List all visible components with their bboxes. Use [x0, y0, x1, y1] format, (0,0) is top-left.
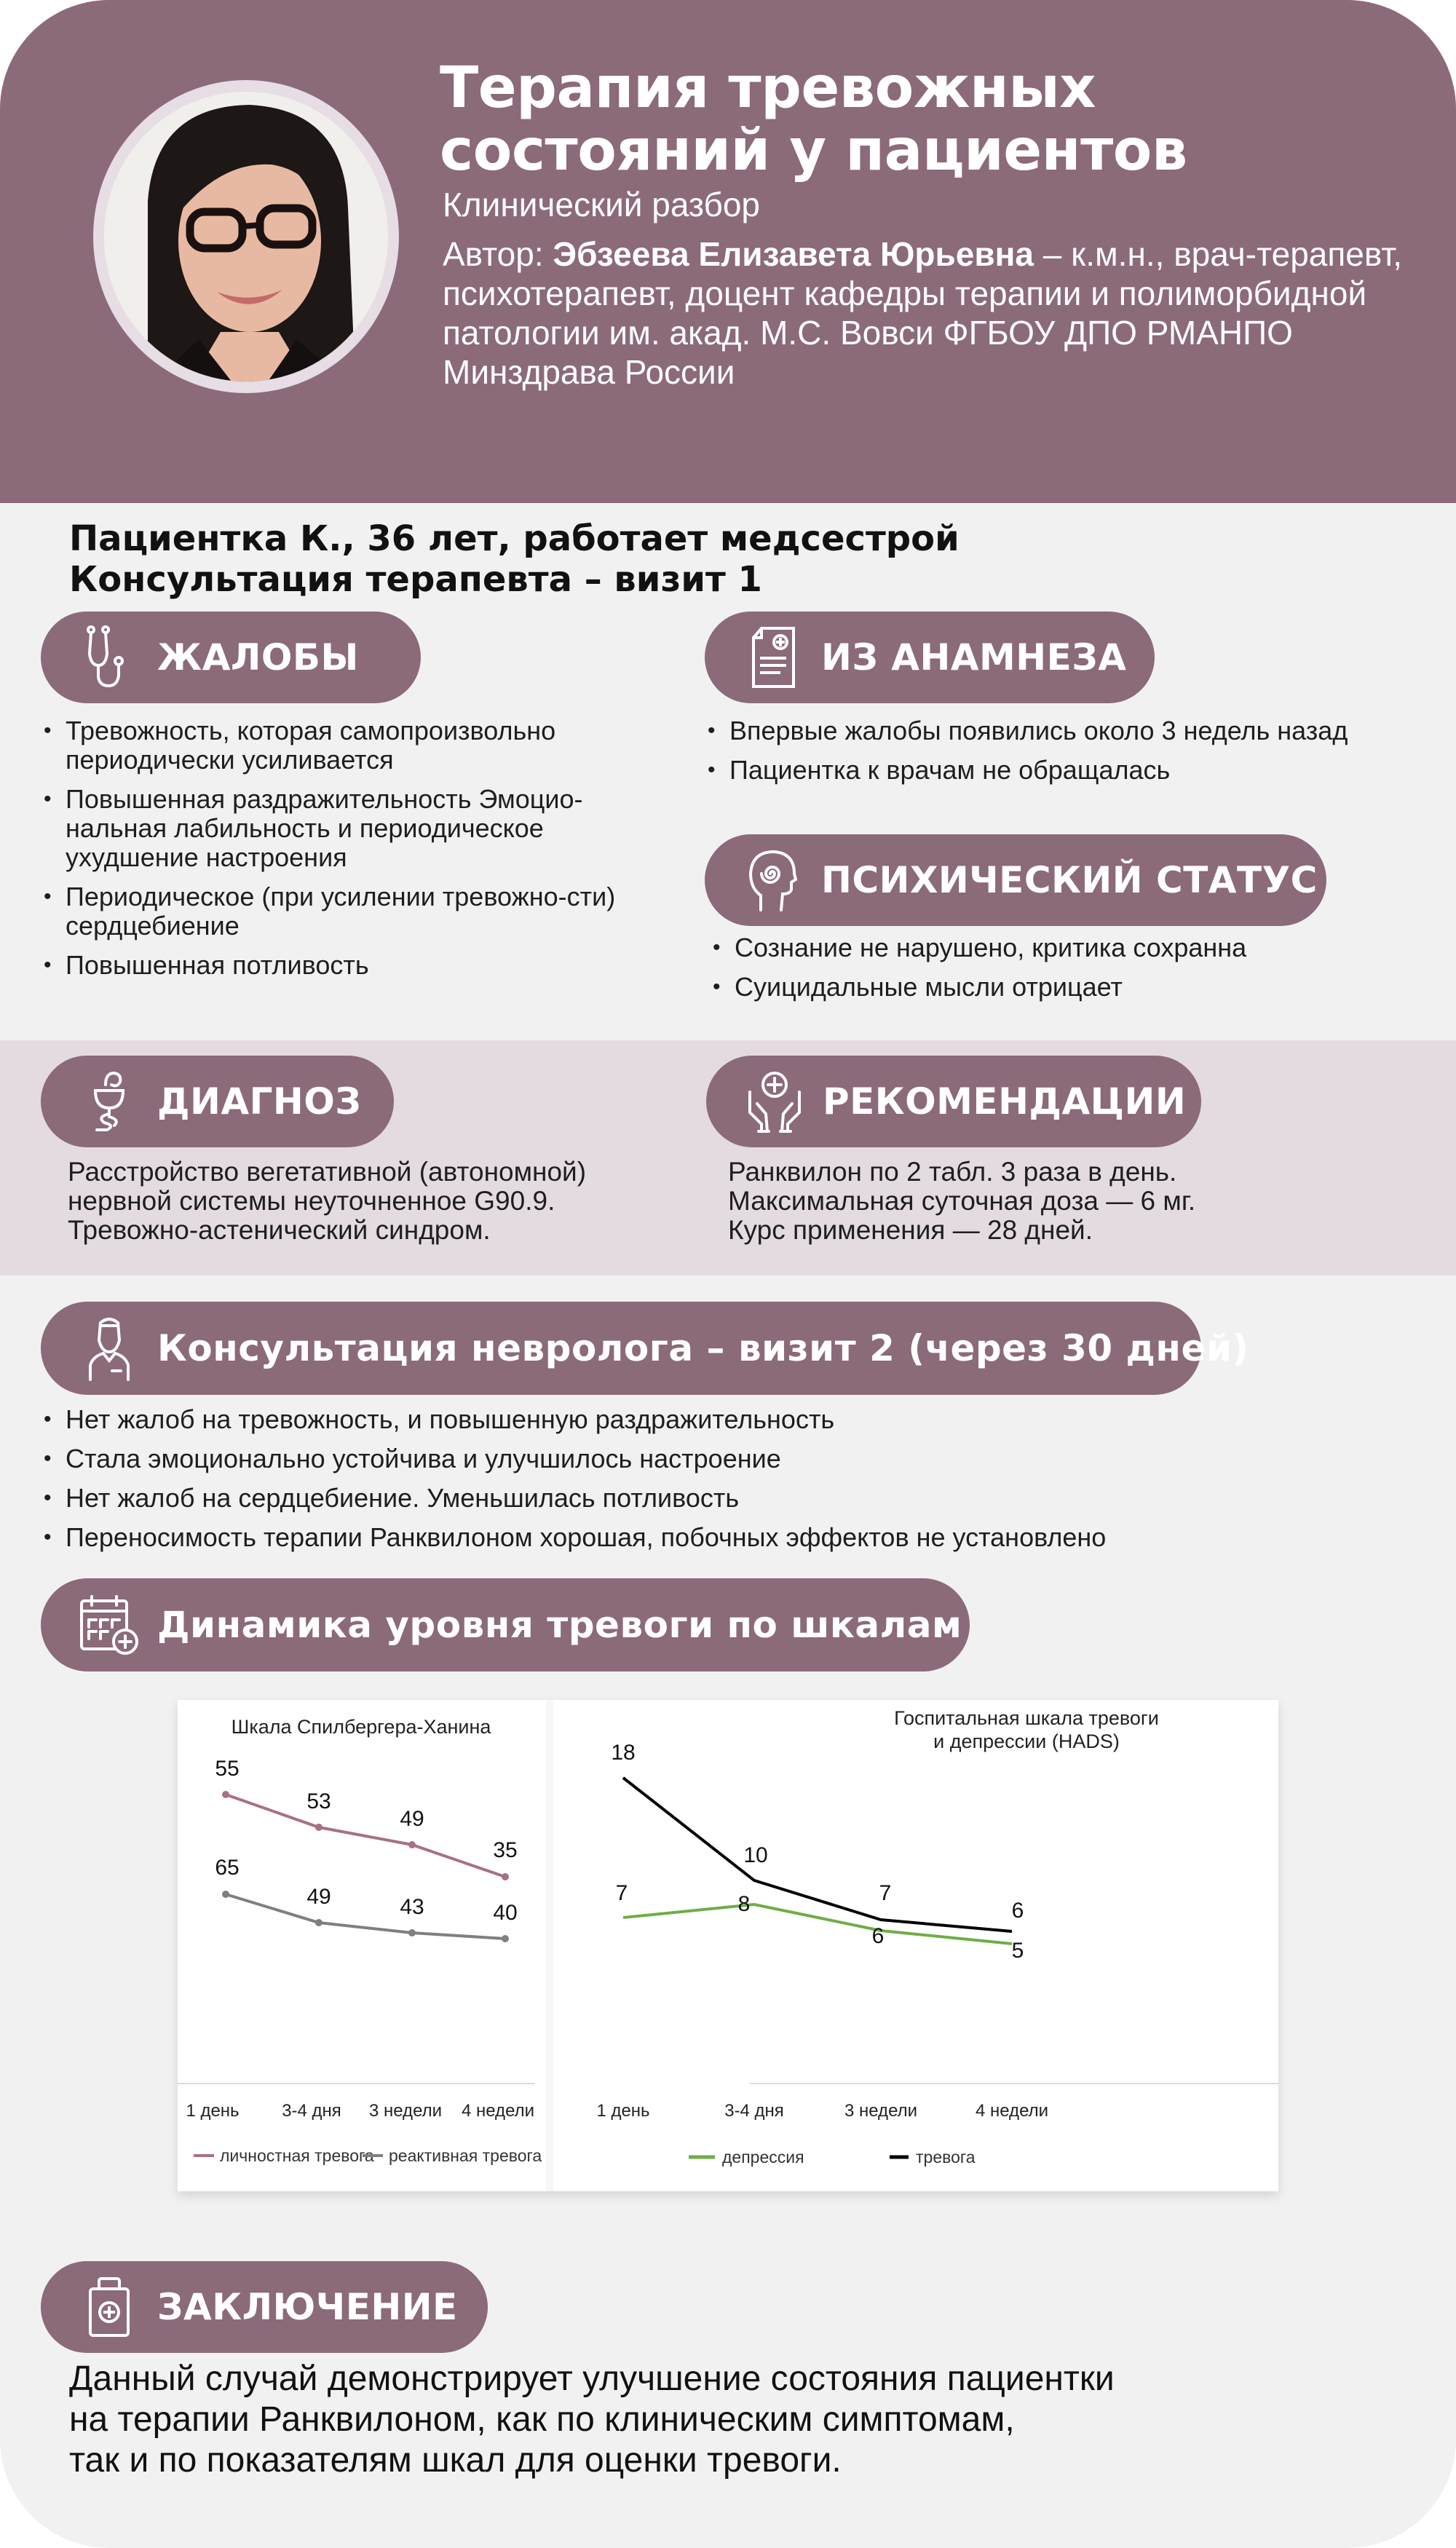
subtitle: Клинический разбор: [443, 186, 761, 223]
x-tick-label: 3-4 дня: [724, 2101, 784, 2121]
list-item: • Впервые жалобы появились около 3 недель назад: [705, 716, 1360, 745]
visit-1-heading: Консультация терапевта – визит 1: [69, 559, 762, 600]
chart-title: Шкала Спилбергера-Ханина: [231, 1716, 491, 1738]
charts-card: [178, 1700, 1278, 2191]
medical-kit-icon: [76, 2274, 143, 2341]
conclusion-line: Данный случай демонстрирует улучшение состояния пациентки: [69, 2359, 1115, 2398]
author-label: Автор:: [443, 235, 553, 273]
data-label: 5: [1011, 1939, 1024, 1963]
legend-label: тревога: [916, 2148, 976, 2167]
list-item: • Повышенная раздражительность Эмоцио-нальная лабильность и периодическое ухудшение настроения: [41, 785, 667, 872]
x-tick-label: 4 недели: [975, 2101, 1049, 2121]
visit-2-list: [41, 1405, 1409, 1562]
medical-document-icon: [740, 624, 807, 691]
complaints-header: [41, 612, 421, 703]
data-label: 65: [215, 1856, 240, 1880]
spielberger-chart: [178, 1700, 1278, 2191]
data-label: 49: [400, 1807, 424, 1831]
conclusion-line: на терапии Ранквилоном, как по клиническим симптомам,: [69, 2400, 1015, 2439]
mental-status-title: ПСИХИЧЕСКИЙ СТАТУС: [821, 859, 1318, 901]
caduceus-icon: [76, 1068, 143, 1135]
recommendation-line: Курс применения — 28 дней.: [728, 1215, 1093, 1245]
list-item: • Периодическое (при усилении тревожно-сти) сердцебиение: [41, 882, 667, 941]
data-label: 7: [615, 1881, 628, 1905]
list-item: • Тревожность, которая самопроизвольно периодически усиливается: [41, 716, 667, 775]
recommendation-line: Максимальная суточная доза — 6 мг.: [728, 1186, 1196, 1216]
conclusion-header: [41, 2261, 488, 2353]
author-photo: [104, 92, 388, 381]
recommendations-text: [728, 1158, 1383, 1245]
title-line-2: состояний у пациентов: [440, 118, 1187, 183]
anamnesis-list: [705, 716, 1360, 795]
diagnosis-header: [41, 1056, 394, 1147]
doctor-icon: [76, 1315, 143, 1382]
header-banner: [0, 0, 1456, 503]
stethoscope-icon: [76, 624, 143, 691]
list-item: • Пациентка к врачам не обращалась: [705, 756, 1360, 785]
conclusion-text: [69, 2359, 1380, 2481]
data-label: 35: [493, 1838, 518, 1862]
x-tick-label: 4 недели: [461, 2101, 535, 2121]
dynamics-title: Динамика уровня тревоги по шкалам: [157, 1604, 962, 1646]
data-label: 8: [737, 1892, 751, 1916]
diagnosis-line: Тревожно-астенический синдром.: [68, 1215, 491, 1245]
data-label: 6: [1011, 1899, 1024, 1923]
list-item: • Суицидальные мысли отрицает: [710, 973, 1365, 1002]
diagnosis-line: Расстройство вегетативной (автономной): [68, 1157, 587, 1187]
diagnosis-title: ДИАГНОЗ: [157, 1080, 362, 1123]
calendar-plus-icon: [76, 1591, 143, 1658]
x-tick-label: 1 день: [186, 2101, 240, 2121]
dynamics-header: [41, 1578, 970, 1671]
complaints-list: [41, 716, 667, 990]
title-line-1: Терапия тревожных: [440, 55, 1096, 121]
page-title: [440, 57, 1415, 182]
anamnesis-title: ИЗ АНАМНЕЗА: [821, 636, 1127, 678]
data-label: 10: [743, 1843, 768, 1867]
chart-title-line: и депрессии (HADS): [933, 1730, 1120, 1752]
list-item: • Нет жалоб на тревожность, и повышенную раздражительность: [41, 1405, 1409, 1434]
patient-heading: [69, 518, 960, 600]
legend-label: личностная тревога: [220, 2146, 374, 2165]
hands-cross-icon: [741, 1068, 808, 1135]
list-item: • Стала эмоционально устойчива и улучшилось настроение: [41, 1444, 1409, 1473]
x-tick-label: 3 недели: [368, 2101, 443, 2121]
data-label: 18: [611, 1741, 636, 1765]
head-spiral-icon: [740, 847, 807, 914]
anamnesis-header: [705, 612, 1155, 703]
diagnosis-text: [68, 1158, 694, 1245]
list-item: • Переносимость терапии Ранквилоном хорошая, побочных эффектов не установлено: [41, 1523, 1409, 1552]
list-item: • Сознание не нарушено, критика сохранна: [710, 933, 1365, 962]
author-name: Эбзеева Елизавета Юрьевна: [553, 235, 1034, 273]
visit-2-title: Консультация невролога – визит 2 (через 30 дней): [157, 1327, 1249, 1369]
diagnosis-line: нервной системы неуточненное G90.9.: [68, 1186, 555, 1216]
data-label: 40: [493, 1901, 518, 1925]
list-item: • Повышенная потливость: [41, 951, 667, 980]
list-item: • Нет жалоб на сердцебиение. Уменьшилась потливость: [41, 1484, 1409, 1513]
mental-status-header: [705, 834, 1326, 926]
author-portrait-icon: [104, 92, 388, 381]
author-info: [443, 234, 1418, 392]
data-label: 43: [400, 1895, 424, 1919]
conclusion-title: ЗАКЛЮЧЕНИЕ: [157, 2286, 458, 2328]
legend-label: реактивная тревога: [389, 2146, 542, 2165]
visit-2-header: [41, 1302, 1249, 1395]
x-tick-label: 3-4 дня: [282, 2101, 341, 2121]
data-label: 6: [871, 1924, 885, 1948]
recommendation-line: Ранквилон по 2 табл. 3 раза в день.: [728, 1157, 1177, 1187]
x-tick-label: 3 недели: [844, 2101, 918, 2121]
complaints-title: ЖАЛОБЫ: [157, 636, 359, 678]
recommendations-title: РЕКОМЕНДАЦИИ: [823, 1080, 1187, 1123]
data-label: 55: [215, 1757, 240, 1781]
author-description: – к.м.н., врач-терапевт, психотерапевт, доцент кафедры терапии и полиморбидной патологии им. акад. М.С. Вовси ФГБОУ ДПО РМАНПО Минздрава России: [443, 235, 1403, 391]
x-tick-label: 1 день: [596, 2101, 650, 2121]
recommendations-header: [706, 1056, 1201, 1147]
legend-label: депрессия: [722, 2148, 804, 2167]
conclusion-line: так и по показателям шкал для оценки тревоги.: [69, 2441, 842, 2480]
data-label: 7: [879, 1881, 892, 1905]
patient-info: Пациентка К., 36 лет, работает медсестрой: [69, 518, 960, 559]
data-label: 49: [306, 1885, 331, 1909]
mental-status-list: [710, 933, 1365, 1012]
data-label: 53: [306, 1789, 331, 1813]
chart-title-line: Госпитальная шкала тревоги: [894, 1707, 1159, 1729]
